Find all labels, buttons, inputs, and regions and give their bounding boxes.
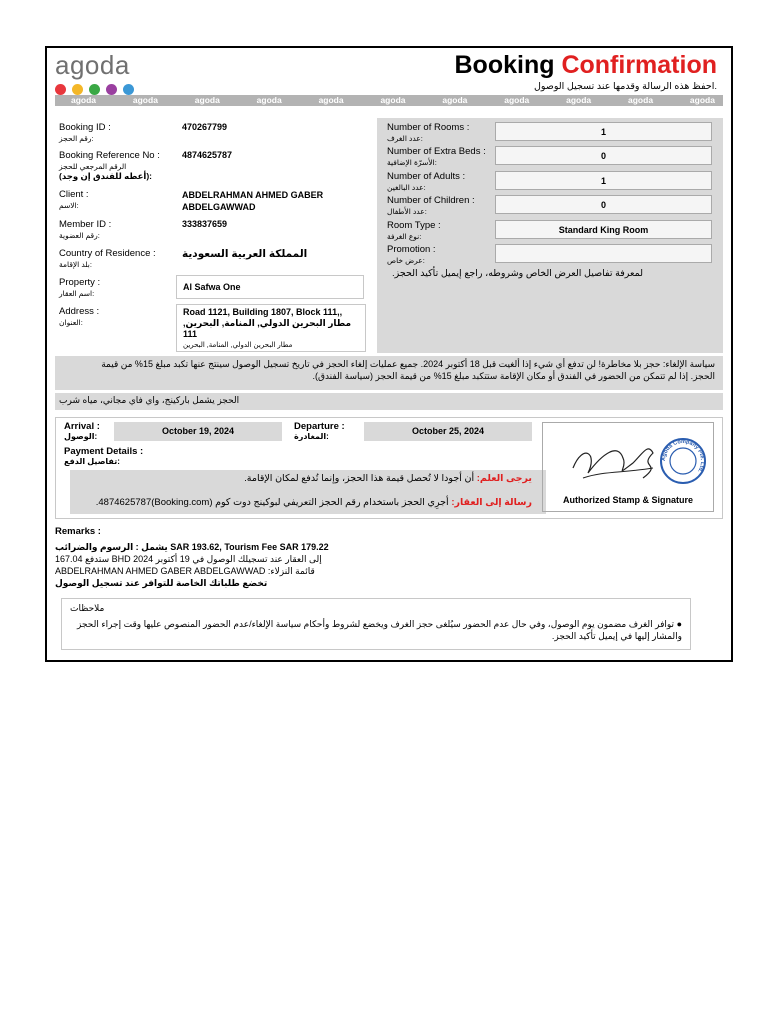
children-label: [387, 195, 475, 216]
member-label: [59, 219, 111, 240]
payment-note-2-text: أجرِي الحجز باستخدام رقم الحجز التعريفي لبوكينج دوت كوم (Booking.com)4874625787.: [95, 497, 452, 508]
remarks-line-2: إلى العقار عند تسجيلك الوصول في 19 أكتوبر 2024 BHD ستدفع 167.04: [55, 554, 322, 564]
remarks-line-3: قائمة النزلاء: ABDELRAHMAN AHMED GABER ABDELGAWWAD: [55, 566, 315, 576]
logo-dot: [123, 84, 134, 95]
address-small: مطار البحرين الدولي, المنامة, البحرين: [183, 342, 293, 349]
page-title: [455, 51, 718, 80]
booking-id-label: [59, 122, 111, 143]
address-label-text: Address :: [59, 306, 100, 317]
band-item: agoda: [689, 95, 715, 105]
bullet-icon: ●: [676, 619, 682, 629]
extra-beds-label-ar: الأسرّة الإضافية:: [387, 158, 437, 167]
remarks-heading: Remarks :: [55, 526, 101, 537]
stay-details: [55, 417, 723, 519]
payment-note-1-text: أن أجودا لا تُحصل قيمة هذا الحجز، وإنما تُدفع لمكان الإقامة.: [244, 473, 477, 484]
payment-note-2-lead: رسالة إلى العقار:: [451, 497, 532, 508]
amenities: الحجز يشمل باركينج، واي فاي مجاني، مياه شرب: [55, 393, 723, 410]
subtitle: احفظ هذه الرسالة وقدمها عند تسجيل الوصول.: [533, 81, 717, 92]
stamp-ring-text: Agoda Company Pte. Ltd.: [660, 438, 706, 474]
policy-line-1: سياسة الإلغاء: حجز بلا مخاطرة! لن تدفع أي شيء إذا ألغيت قبل 18 أكتوبر 2024. جميع عمليات إلغاء الحجز في تاريخ تسجيل الوصول سينتج عنها تكبد مبلغ 15% من قيمة: [101, 359, 715, 369]
room-type-label-ar: نوع الغرفة:: [387, 232, 422, 241]
children-label-text: Number of Children :: [387, 195, 475, 206]
payment-note-1: [244, 473, 532, 484]
address-label-ar: العنوان:: [59, 318, 83, 327]
arrival-date: October 19, 2024: [114, 422, 282, 441]
notes-box: [61, 598, 691, 650]
adults-label-ar: عدد البالغين:: [387, 183, 426, 192]
rooms-label: [387, 122, 469, 143]
logo-dot: [72, 84, 83, 95]
band-item: agoda: [318, 95, 344, 105]
country-label-text: Country of Residence :: [59, 248, 156, 259]
agoda-band: [55, 95, 723, 106]
country-value: المملكة العربية السعودية: [182, 248, 308, 260]
agoda-logo: [55, 52, 134, 95]
notes-title: ملاحظات: [70, 603, 105, 613]
band-item: agoda: [442, 95, 468, 105]
remarks: [55, 526, 723, 589]
client-label-text: Client :: [59, 189, 89, 200]
title-confirmation: Confirmation: [561, 51, 717, 79]
band-item: agoda: [71, 95, 97, 105]
adults-label-text: Number of Adults :: [387, 171, 466, 182]
departure-label-ar: المغادرة:: [294, 432, 329, 441]
room-type-label: [387, 220, 441, 241]
property-label-ar: اسم العقار:: [59, 289, 95, 298]
promo-note: لمعرفة تفاصيل العرض الخاص وشروطه، راجع إيميل تأكيد الحجز.: [391, 268, 643, 279]
promotion-label-text: Promotion :: [387, 244, 436, 255]
country-label: [59, 248, 156, 269]
payment-note-2: [96, 497, 532, 508]
promotion-value: [495, 244, 712, 263]
logo-dot: [55, 84, 66, 95]
booking-ref-value: 4874625787: [182, 150, 233, 160]
promotion-label-ar: عرض خاص:: [387, 256, 425, 265]
stamp-caption: Authorized Stamp & Signature: [562, 495, 693, 505]
notes-bullet: [70, 618, 682, 642]
band-item: agoda: [194, 95, 220, 105]
promotion-label: [387, 244, 436, 265]
stamp-signature-box: [542, 422, 714, 512]
payment-label: [64, 446, 143, 466]
address-value: Road 1121, Building 1807, Block 111,, مطار البحرين الدولي, المنامة, البحرين, 111: [183, 307, 352, 339]
departure-date: October 25, 2024: [364, 422, 532, 441]
booking-confirmation-document: [45, 46, 733, 662]
arrival-label-text: Arrival :: [64, 421, 100, 432]
extra-beds-label: [387, 146, 486, 167]
member-label-text: Member ID :: [59, 219, 112, 230]
payment-label-ar: تفاصيل الدفع:: [64, 457, 120, 466]
rooms-label-ar: عدد الغرف:: [387, 134, 423, 143]
booking-info: [55, 118, 371, 353]
band-item: agoda: [628, 95, 654, 105]
band-item: agoda: [566, 95, 592, 105]
departure-label-text: Departure :: [294, 421, 345, 432]
departure-label: [294, 421, 345, 441]
remarks-taxes: يشمل : الرسوم والضرائب SAR 193.62, Tourism Fee SAR 179.22: [55, 542, 329, 552]
notes-bullet-text: توافر الغرف مضمون يوم الوصول، وفي حال عدم الحضور سيُلغى حجز الغرف ويخضع لشروط وأحكام سياسة الإلغاء/عدم الحضور المنصوص عليها وقت إجراء الحجز والمشار إليها في إيميل تأكيد الحجز.: [77, 619, 682, 641]
payment-label-text: Payment Details :: [64, 446, 144, 457]
stamp-ring-inner: [670, 448, 696, 474]
booking-id-value: 470267799: [182, 122, 228, 132]
member-value: 333837659: [182, 219, 228, 229]
extra-beds-label-text: Number of Extra Beds :: [387, 146, 486, 157]
room-type-value: Standard King Room: [495, 220, 712, 239]
cancellation-policy: [55, 356, 723, 390]
children-label-ar: عدد الأطفال:: [387, 207, 427, 216]
booking-ref-label-text: Booking Reference No :: [59, 150, 160, 161]
client-label-ar: الاسم:: [59, 201, 79, 210]
property-label-text: Property :: [59, 277, 101, 288]
room-type-label-text: Room Type :: [387, 220, 441, 231]
property-value: Al Safwa One: [176, 275, 364, 299]
logo-dot: [106, 84, 117, 95]
country-label-ar: بلد الإقامة:: [59, 260, 92, 269]
band-item: agoda: [132, 95, 158, 105]
payment-box: [70, 470, 546, 514]
rooms-value: 1: [495, 122, 712, 141]
signature-icon: [543, 423, 713, 493]
booking-id-label-ar: رقم الحجز:: [59, 134, 94, 143]
rooms-label-text: Number of Rooms :: [387, 122, 470, 133]
address-box: [176, 304, 366, 352]
adults-label: [387, 171, 465, 192]
children-value: 0: [495, 195, 712, 214]
member-label-ar: رقم العضوية:: [59, 231, 100, 240]
logo-dots: [55, 84, 134, 95]
logo-dot: [89, 84, 100, 95]
payment-note-1-lead: يرجى العلم:: [476, 473, 532, 484]
property-label: [59, 277, 100, 298]
client-label: [59, 189, 89, 210]
adults-value: 1: [495, 171, 712, 190]
room-info: [377, 118, 723, 353]
address-label: [59, 306, 99, 327]
band-item: agoda: [504, 95, 530, 105]
booking-id-label-text: Booking ID :: [59, 122, 111, 133]
extra-beds-value: 0: [495, 146, 712, 165]
band-item: agoda: [256, 95, 282, 105]
logo-text: agoda: [55, 50, 130, 80]
arrival-label-ar: الوصول:: [64, 432, 98, 441]
booking-ref-label: [59, 150, 160, 182]
band-item: agoda: [380, 95, 406, 105]
booking-ref-label-ar: الرقم المرجعي للحجز: [59, 162, 127, 171]
client-value: ABDELRAHMAN AHMED GABER ABDELGAWWAD: [182, 190, 324, 212]
booking-ref-label-ar-bold: (أعطه للفندق إن وجد):: [59, 171, 153, 181]
remarks-line-4: تخضع طلباتك الخاصة للتوافر عند تسجيل الوصول: [55, 578, 268, 588]
policy-line-2: الحجز. إذا لم تتمكن من الحضور في الفندق أو مكان الإقامة ستتكبد مبلغ 15% من قيمة الحجز (سياسة الفندق).: [312, 371, 715, 381]
title-booking: Booking: [454, 51, 555, 79]
arrival-label: [64, 421, 100, 441]
